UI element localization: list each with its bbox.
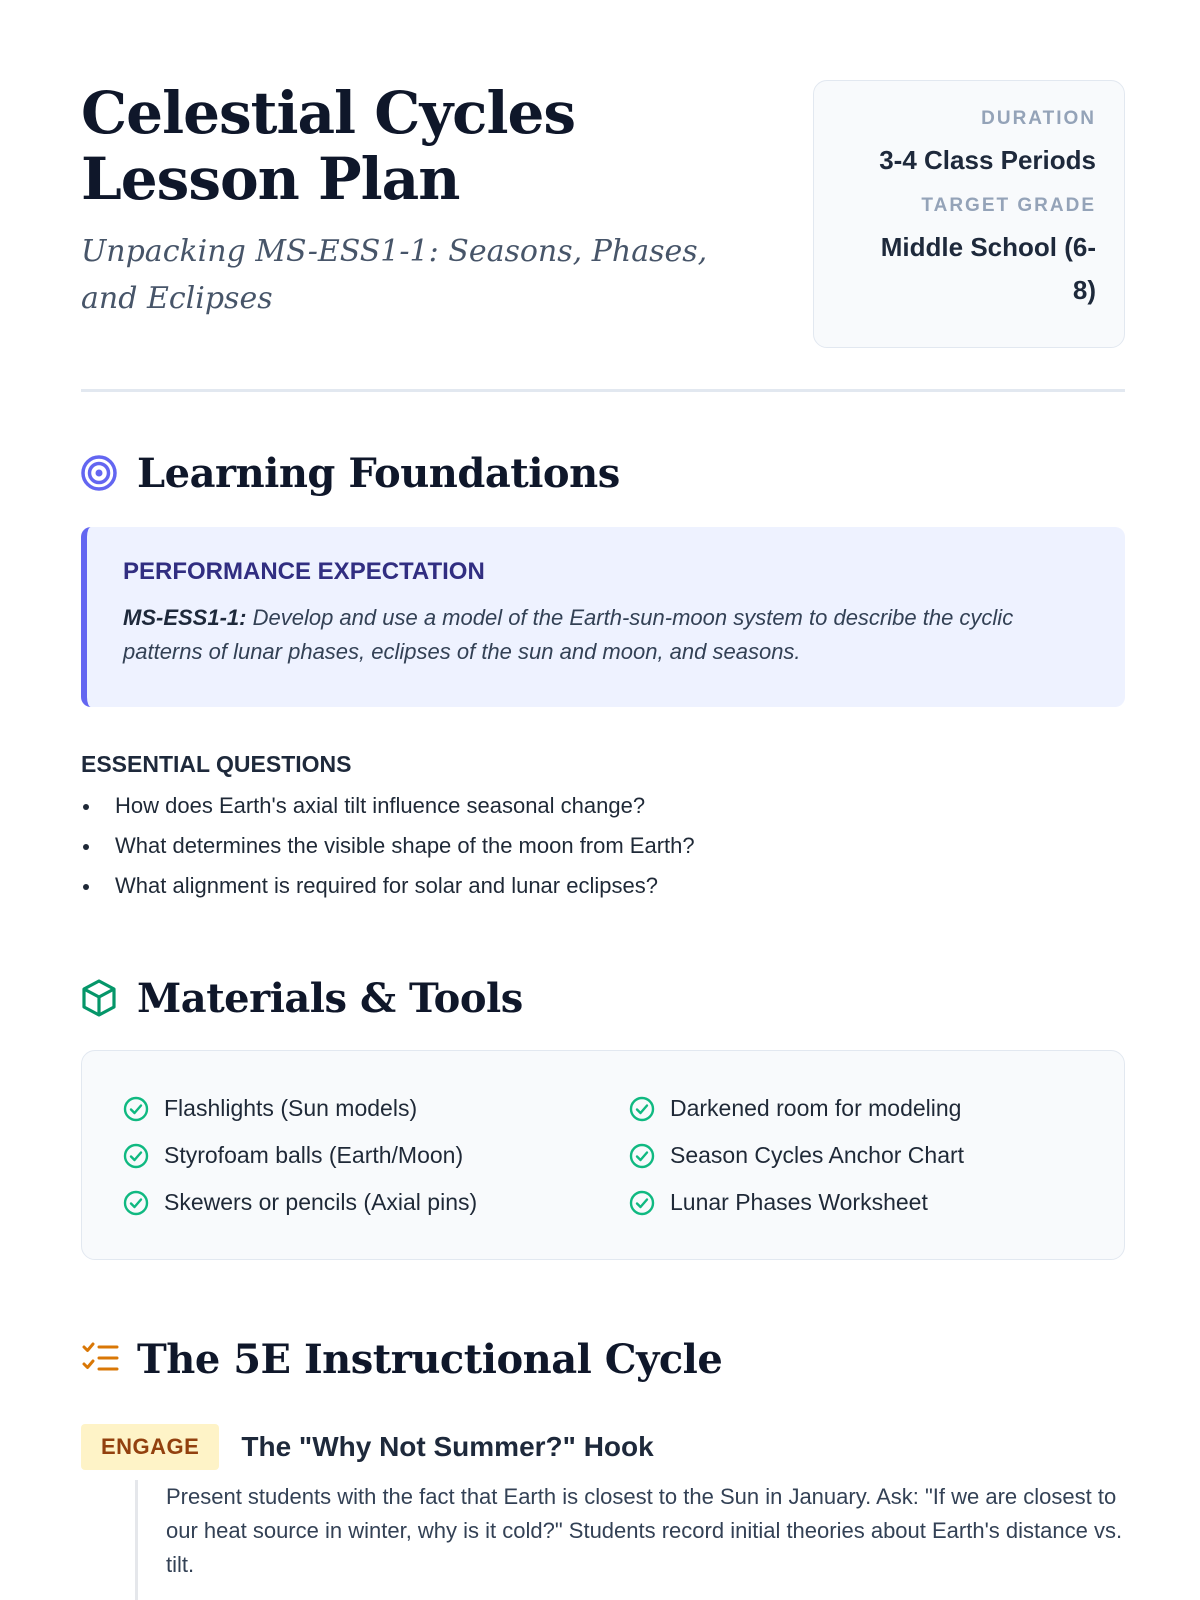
list-item: What alignment is required for solar and lunar eclipses? <box>81 866 695 906</box>
target-icon <box>81 453 121 493</box>
phase-title: The "Why Not Summer?" Hook <box>241 1431 654 1462</box>
essential-questions-list <box>81 786 695 906</box>
page-subtitle: Unpacking MS-ESS1-1: Seasons, Phases, and Eclipses <box>81 234 708 316</box>
material-label: Styrofoam balls (Earth/Moon) <box>164 1142 464 1168</box>
material-label: Lunar Phases Worksheet <box>670 1189 928 1215</box>
list-item <box>122 1132 477 1179</box>
cycle-title: The 5E Instructional Cycle <box>137 1335 723 1383</box>
list-item <box>628 1132 964 1179</box>
pe-label: PERFORMANCE EXPECTATION <box>123 558 485 585</box>
check-circle-icon <box>122 1095 150 1123</box>
list-item <box>122 1179 477 1226</box>
essential-questions-label: ESSENTIAL QUESTIONS <box>81 751 352 777</box>
materials-card <box>81 1050 1125 1260</box>
header-divider <box>81 389 1125 392</box>
duration-label: DURATION <box>981 108 1096 129</box>
check-circle-icon <box>122 1189 150 1217</box>
material-label: Flashlights (Sun models) <box>164 1095 418 1121</box>
material-label: Skewers or pencils (Axial pins) <box>164 1189 478 1215</box>
list-item <box>122 1085 477 1132</box>
pe-code: MS-ESS1-1: <box>123 605 247 630</box>
page-title: Celestial Cycles Lesson Plan <box>81 79 576 213</box>
meta-card <box>813 80 1125 348</box>
engage-phase-header <box>81 1424 654 1470</box>
foundations-title: Learning Foundations <box>137 449 620 497</box>
materials-column-left <box>122 1085 477 1226</box>
check-circle-icon <box>122 1142 150 1170</box>
phase-description: Present students with the fact that Earth is closest to the Sun in January. Ask: "If we are closest to our heat source in winter, why is it cold?" Students record initial theories about Earth's distance vs. tilt. <box>135 1480 1125 1600</box>
foundations-heading <box>81 445 620 501</box>
check-circle-icon <box>628 1142 656 1170</box>
pe-text <box>123 601 1089 669</box>
check-circle-icon <box>628 1095 656 1123</box>
checklist-icon <box>81 1339 121 1379</box>
list-item <box>628 1085 964 1132</box>
material-label: Darkened room for modeling <box>670 1095 962 1121</box>
duration-value: 3-4 Class Periods <box>879 145 1096 175</box>
materials-title: Materials & Tools <box>137 974 523 1022</box>
phase-badge: ENGAGE <box>81 1424 219 1470</box>
cycle-heading <box>81 1331 722 1387</box>
list-item: How does Earth's axial tilt influence seasonal change? <box>81 786 695 826</box>
performance-expectation-callout <box>81 527 1125 707</box>
materials-heading <box>81 970 523 1026</box>
list-item <box>628 1179 964 1226</box>
grade-label: TARGET GRADE <box>921 195 1096 216</box>
pe-description: Develop and use a model of the Earth-sun-moon system to describe the cyclic patterns of lunar phases, eclipses of the sun and moon, and seasons. <box>123 605 1014 664</box>
material-label: Season Cycles Anchor Chart <box>670 1142 965 1168</box>
grade-value: Middle School (6-8) <box>880 232 1096 305</box>
box-icon <box>81 978 121 1018</box>
check-circle-icon <box>628 1189 656 1217</box>
materials-column-right <box>628 1085 964 1226</box>
list-item: What determines the visible shape of the moon from Earth? <box>81 826 695 866</box>
